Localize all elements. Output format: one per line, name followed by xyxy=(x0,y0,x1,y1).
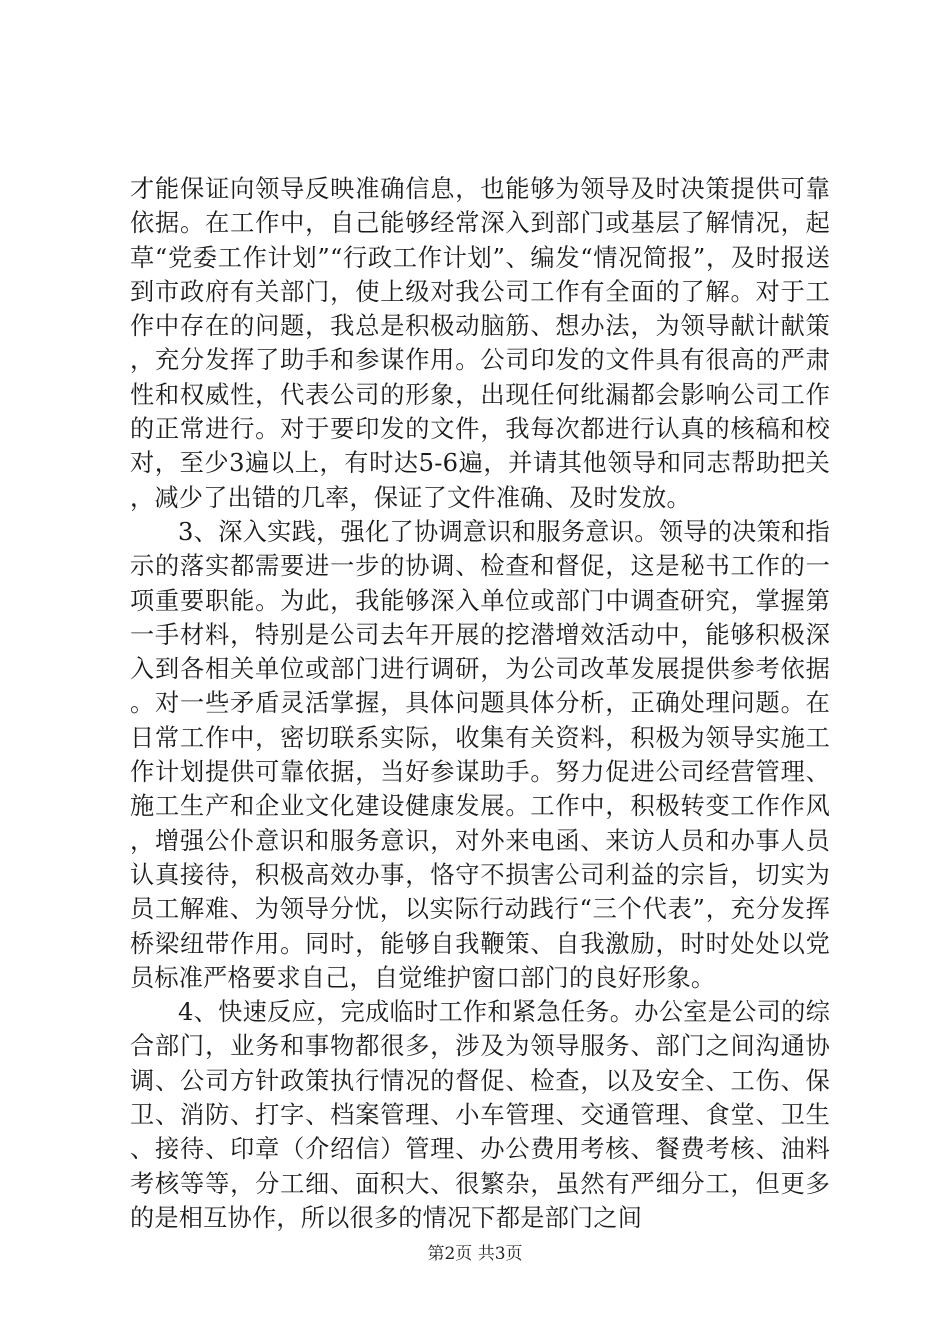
paragraph-section-4: 4、快速反应，完成临时工作和紧急任务。办公室是公司的综合部门，业务和事物都很多，涉及为领导服务、部门之间沟通协调、公司方针政策执行情况的督促、检查，以及安全、工伤、保卫、消防、打字、档案管理、小车管理、交通管理、食堂、卫生、接待、印章（介绍信）管理、办公费用考核、餐费考核、油料考核等等，分工细、面积大、很繁杂，虽然有严细分工，但更多的是相互协作，所以很多的情况下都是部门之间 xyxy=(130,998,830,1232)
page-footer: 第2页 共3页 xyxy=(427,1244,523,1264)
paragraph-continued: 才能保证向领导反映准确信息，也能够为领导及时决策提供可靠依据。在工作中，自己能够经常深入到部门或基层了解情况，起草“党委工作计划”“行政工作计划”、编发“情况简报”，及时报送到市政府有关部门，使上级对我公司工作有全面的了解。对于工作中存在的问题，我总是积极动脑筋、想办法，为领导献计献策，充分发挥了助手和参谋作用。公司印发的文件具有很高的严肃性和权威性，代表公司的形象，出现任何纰漏都会影响公司工作的正常进行。对于要印发的文件，我每次都进行认真的核稿和校对，至少3遍以上，有时达5-6遍，并请其他领导和同志帮助把关，减少了出错的几率，保证了文件准确、及时发放。 xyxy=(130,175,830,512)
paragraph-section-3: 3、深入实践，强化了协调意识和服务意识。领导的决策和指示的落实都需要进一步的协调、检查和督促，这是秘书工作的一项重要职能。为此，我能够深入单位或部门中调查研究，掌握第一手材料，特别是公司去年开展的挖潜增效活动中，能够积极深入到各相关单位或部门进行调研，为公司改革发展提供参考依据。对一些矛盾灵活掌握，具体问题具体分析，正确处理问题。在日常工作中，密切联系实际，收集有关资料，积极为领导实施工作计划提供可靠依据，当好参谋助手。努力促进公司经营管理、施工生产和企业文化建设健康发展。工作中，积极转变工作作风，增强公仆意识和服务意识，对外来电函、来访人员和办事人员认真接待，积极高效办事，恪守不损害公司利益的宗旨，切实为员工解难、为领导分忧，以实际行动践行“三个代表”，充分发挥桥梁纽带作用。同时，能够自我鞭策、自我激励，时时处处以党员标准严格要求自己，自觉维护窗口部门的良好形象。 xyxy=(130,517,830,992)
document-body xyxy=(130,172,830,1235)
